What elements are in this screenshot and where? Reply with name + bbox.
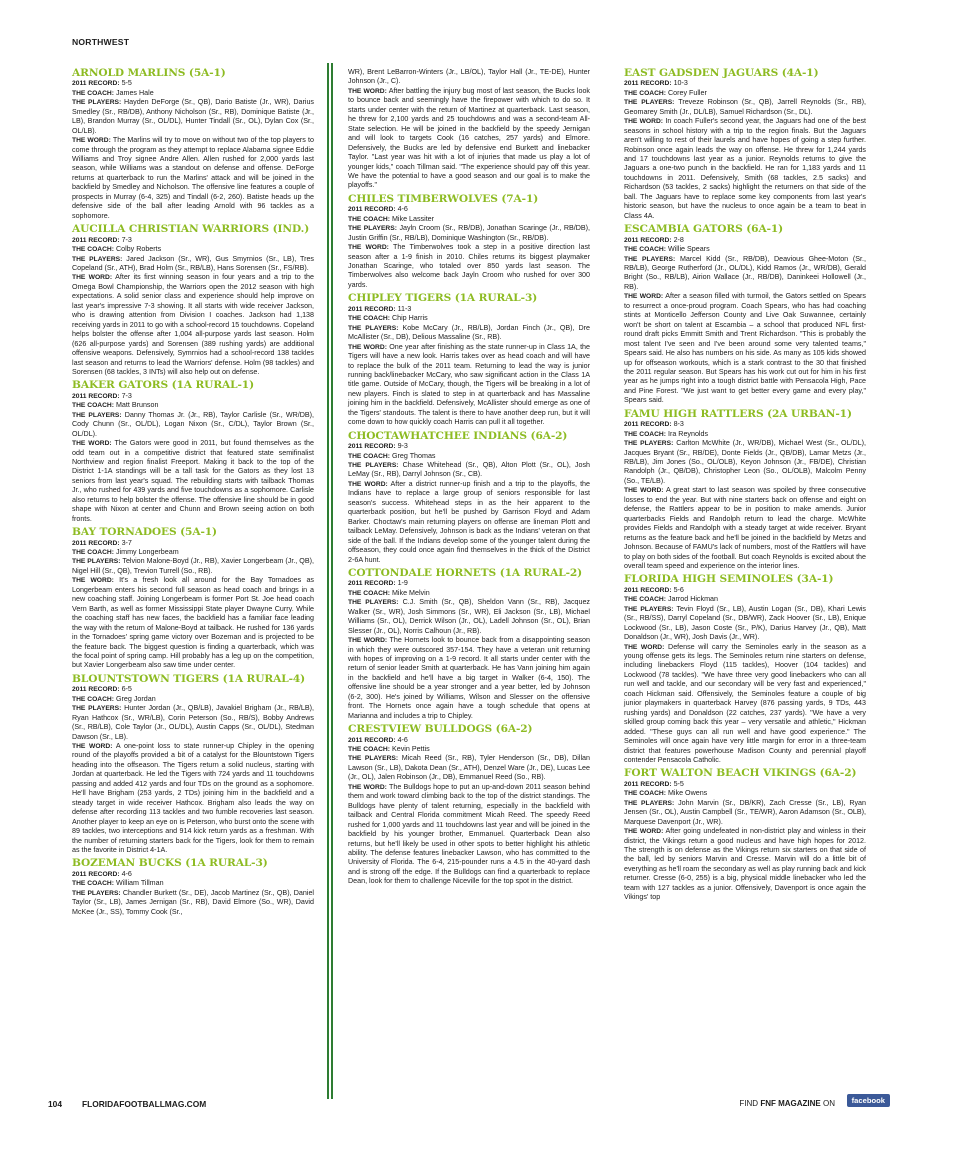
team-entry <box>624 574 866 765</box>
record-value: 7-3 <box>121 235 132 244</box>
word-label: THE WORD: <box>624 828 664 836</box>
word-label: THE WORD: <box>348 244 389 252</box>
record-line <box>72 539 314 548</box>
coach-label: THE COACH: <box>348 315 390 323</box>
team-name: CHIPLEY TIGERS (1A RURAL-3) <box>348 292 538 305</box>
record-value: 4-6 <box>397 205 408 214</box>
players-line <box>348 324 590 343</box>
players-line <box>72 411 314 439</box>
word-line <box>348 343 590 428</box>
players-value: Chandler Burkett (Sr., DE), Jacob Martinez (Sr., QB), Daniel Taylor (Sr., LB), James Jernigan (Sr., RB), David Elmore (So., WR), David McKee (Jr., SS), Tommy Cook (Sr., <box>72 888 315 916</box>
coach-line <box>72 548 314 557</box>
word-line <box>72 136 314 221</box>
players-line <box>348 754 590 782</box>
coach-line <box>348 745 590 754</box>
coach-value: Greg Thomas <box>391 451 436 460</box>
players-line <box>72 557 314 576</box>
word-label: THE WORD: <box>72 274 113 282</box>
word-label: THE WORD: <box>72 137 111 145</box>
record-label: 2011 RECORD: <box>624 586 672 594</box>
team-name: ARNOLD MARLINS (5A-1) <box>72 67 226 79</box>
column-2 <box>348 68 590 889</box>
word-value: The Gators were good in 2011, but found themselves as the odd team out in a competitive district that featured state semifinalist Northview and region finalist Freeport. Making it back to the top of the District 1-1A standings will be a tall task for the Gators as they lost 13 seniors from last year's squad. The rebuilding starts with tailback Thomas Jr., who rushed for 439 yards and five touchdowns as a sophomore. Carlisle also returns to help bolster the offense. The offensive line should be in good shape with Nixon at center and Chunn and Brown seeing action on both fronts. <box>72 439 314 523</box>
word-line <box>624 827 866 903</box>
record-label: 2011 RECORD: <box>72 392 120 400</box>
players-line <box>348 224 590 243</box>
coach-value: Willie Spears <box>667 245 710 254</box>
players-line <box>72 704 314 742</box>
team-name: ESCAMBIA GATORS (6A-1) <box>624 223 784 236</box>
coach-line <box>624 245 866 254</box>
coach-label: THE COACH: <box>348 589 390 597</box>
team-entry <box>72 68 314 221</box>
players-value: Chase Whitehead (Sr., QB), Alton Plott (Sr., OL), Josh LeMay (Sr., RB), Darryl Johnson (Sr., CB). <box>348 460 590 479</box>
word-label: THE WORD: <box>624 293 664 301</box>
team-entry <box>72 380 314 524</box>
record-value: 6-5 <box>121 685 132 694</box>
team-name: FORT WALTON BEACH VIKINGS (6A-2) <box>624 767 857 780</box>
record-label: 2011 RECORD: <box>348 206 396 214</box>
team-entry <box>348 431 590 565</box>
word-line <box>624 292 866 405</box>
coach-value: William Tillman <box>115 879 164 888</box>
coach-value: Greg Jordan <box>115 694 156 703</box>
players-value: Jayln Croom (Sr., RB/DB), Jonathan Scaringe (Jr., RB/DB), Justin Griffin (Sr., RB/LB), Dominique Washington (Sr., RB/DB). <box>348 224 590 242</box>
record-label: 2011 RECORD: <box>348 305 396 313</box>
coach-line <box>624 89 866 98</box>
coach-value: Matt Brunson <box>115 401 159 410</box>
players-line <box>624 439 866 486</box>
coach-line <box>624 595 866 604</box>
word-label: THE WORD: <box>348 343 387 351</box>
players-line <box>348 598 590 636</box>
coach-value: Corey Fuller <box>667 88 707 97</box>
word-value: A great start to last season was spoiled by three consecutive losses to end the year. But with nine starters back on offense and eight on defense, the Rattlers appear to be in position to make amends. Junior quarterbacks Fields and Randolph return to lead the charge. McWhite provides Fields and Randolph with a steady target at wide receiver. Bryant returns as the feature back and he'll be joined in the backfield by Metzs and Johnson. Because of FAMU's lack of numbers, most of the Rattlers will have to play on both sides of the football. But coach Reynolds is excited about the overall team speed and experience on the interior lines. <box>624 486 866 570</box>
players-value: Jared Jackson (Sr., WR), Gus Smyrnios (Sr., LB), Tres Copeland (Sr., ATH), Brad Holm (Sr., RB/LB), Hans Sorensen (Sr., FS/RB). <box>72 254 314 272</box>
team-entry <box>72 858 314 917</box>
coach-label: THE COACH: <box>72 695 114 703</box>
coach-line <box>348 452 590 461</box>
word-label: THE WORD: <box>348 480 388 488</box>
players-label: THE PLAYERS: <box>348 755 399 763</box>
record-label: 2011 RECORD: <box>624 421 672 429</box>
players-line <box>72 255 314 274</box>
column-divider <box>327 63 329 1099</box>
players-value: John Marvin (Sr., DB/KR), Zach Cresse (Sr., LB), Ryan Jensen (Sr., OL), Austin Campbell (Sr., TE/WR), Aaron Adamson (Sr., OLB), Marquese Davenport (Jr., WR). <box>624 798 866 826</box>
players-label: THE PLAYERS: <box>72 889 121 897</box>
team-entry <box>348 568 590 721</box>
word-value: After its first winning season in four years and a trip to the Omega Bowl Championship, the Warriors open the 2012 season with high expectations. A solid senior class and experience should help improve on last year's impressive 7-3 showing. It all starts with wide receiver Jackson, who is drawing attention from Division I coaches. Jackson had 1,138 receiving yards in 2011 to go with a school-record 15 touchdowns. Copeland helps bolster the offense after 1,004 all-purpose yards last season. Holm (626 all-purpose yards) and Sorensen (389 rushing yards) are additional offensive weapons. Defensively, Symrnios had a school-record 138 tackles last season and returns to lead the Warriors' defense. Holm (98 tackles) and Sorensen (68 tackles, 3 INTs) will also help out on defense. <box>72 273 315 376</box>
team-name: AUCILLA CHRISTIAN WARRIORS (IND.) <box>72 223 310 236</box>
players-label: THE PLAYERS: <box>72 705 122 713</box>
coach-line <box>348 589 590 598</box>
word-value: Defense will carry the Seminoles early in the season as a young offense gets its legs. The Seminoles return nine starters on defense, including linebackers Floyd (115 tackles), Hoover (104 tackles) and Lockwood (78 tackles). "We have three very good linebackers who can all run well and tackle, and our secondary will be very fast and experienced," coach Hickman said. Offensively, the Seminoles feature a couple of big junior playmakers in quarterback Harvey (876 passing yards, 9 TDs, 443 rushing yards) and Donaldson (22 catches, 237 yards). "We have a very skilled group coming back this year – very versatile and athletic," Hickman added. "These guys can all run well and have good experience." The Seminoles will once again have very little margin for error in a three-team district that features powerhouse Madison County and perennial playoff contender Pensacola Catholic. <box>624 642 866 764</box>
coach-label: THE COACH: <box>72 880 114 888</box>
coach-label: THE COACH: <box>72 402 114 410</box>
team-entry <box>348 293 590 427</box>
coach-value: Mike Owens <box>667 789 708 798</box>
word-line <box>348 87 590 191</box>
players-label: THE PLAYERS: <box>348 461 399 469</box>
find-pre: FIND <box>739 1099 759 1108</box>
team-entry <box>348 68 590 191</box>
word-line <box>624 117 866 221</box>
coach-label: THE COACH: <box>72 549 114 557</box>
record-line <box>72 685 314 694</box>
word-label: THE WORD: <box>72 577 114 585</box>
record-value: 1-9 <box>397 579 408 588</box>
team-name: FAMU HIGH RATTLERS (2A URBAN-1) <box>624 407 852 420</box>
team-name: COTTONDALE HORNETS (1A RURAL-2) <box>348 566 583 579</box>
players-value: Marcel Kidd (Sr., RB/DB), Deavious Ghee-Moton (Sr., RB/LB), George Rutherford (Jr., OL/DL), Kidd Ramos (Jr., WR/DB), Gerald Bright (So., RB/LB), Airion Wallace (Jr., RB/DB), Daninkeei Hollowell (Jr., RB). <box>624 254 866 291</box>
record-line <box>348 736 590 745</box>
team-entry <box>624 768 866 902</box>
team-entry <box>348 724 590 887</box>
word-label: THE WORD: <box>72 440 112 448</box>
team-entry <box>624 68 866 221</box>
players-value: Hayden DeForge (Sr., QB), Dario Batiste (Jr., WR), Darius Smedley (Sr., RB/DB), Anthony Nicholson (Sr., RB), Dominique Batiste (Jr., LB), Brandon Murray (Sr., OL/DL), Hunter Tindall (Sr., OL), Dylan Cox (Sr., OL/LB). <box>72 98 314 135</box>
team-name: BAKER GATORS (1A RURAL-1) <box>72 379 254 392</box>
word-line <box>72 439 314 524</box>
record-line <box>624 79 866 88</box>
team-name: CRESTVIEW BULLDOGS (6A-2) <box>348 723 533 736</box>
coach-value: Ira Reynolds <box>667 429 709 438</box>
players-label: THE PLAYERS: <box>72 255 123 263</box>
players-value: Treveze Robinson (Sr., QB), Jarrell Reynolds (Sr., RB), Geomarey Smith (Jr., DL/LB), Samuel Richardson (Sr., DL). <box>624 98 866 116</box>
word-value: In coach Fuller's second year, the Jaguars had one of the best seasons in school history with a trip to the region finals. But the Jaguars aren't willing to rest of their laurels and have hopes of going a step further. Robinson once again leads the way on offense. He threw for 1,244 yards and 17 touchdowns last year as a junior. Reynolds returns to give the Jaguars a one-two punch in the backfield. He ran for 1,183 yards and 11 touchdowns in 2011. Defensively, Smith (68 tackles, 2.5 sacks) and Richardson (53 tackles, 2 sacks) highlight the returners on that side of the ball. The Jaguars have to replace some key components from last year's historic season, but have the nucleus to once again be a team to beat in Class 4A. <box>624 117 867 220</box>
coach-label: THE COACH: <box>624 596 666 604</box>
record-line <box>72 870 314 879</box>
coach-value: Jimmy Longerbeam <box>115 548 179 557</box>
team-name: CHILES TIMBERWOLVES (7A-1) <box>348 192 539 205</box>
record-value: 3-7 <box>121 538 132 547</box>
team-name: EAST GADSDEN JAGUARS (4A-1) <box>624 67 819 79</box>
players-value: Tevin Floyd (Sr., LB), Austin Logan (Sr., DB), Khari Lewis (Sr., RB/SS), Darryl Copeland (Sr., DB/WR), Zack Hoover (Sr., LB), Enique Lockwood (Sr., LB), Jason Coste (Sr., P/K), Darius Harvey (Jr., QB), Matt Donaldson (Jr., WR), Josh Davis (Jr., WR). <box>624 604 867 642</box>
magazine-name: FNF MAGAZINE <box>760 1099 821 1108</box>
record-line <box>72 79 314 88</box>
players-line <box>624 605 866 643</box>
word-label: THE WORD: <box>624 118 663 126</box>
record-value: 4-6 <box>121 869 132 878</box>
record-label: 2011 RECORD: <box>624 236 672 244</box>
record-label: 2011 RECORD: <box>624 780 672 788</box>
team-entry <box>624 224 866 406</box>
record-value: 5-6 <box>673 585 684 594</box>
coach-label: THE COACH: <box>624 246 666 254</box>
record-line <box>624 586 866 595</box>
players-line <box>348 461 590 480</box>
continued-text: WR), Brent LeBarron-Winters (Jr., LB/OL), Taylor Hall (Jr., TE-DE), Hunter Johnson (Jr., C). <box>348 68 590 86</box>
coach-label: THE COACH: <box>348 452 390 460</box>
players-label: THE PLAYERS: <box>72 558 121 566</box>
coach-label: THE COACH: <box>348 215 390 223</box>
players-label: THE PLAYERS: <box>624 255 676 263</box>
word-value: The Marlins will try to move on without two of the top players to come through the program as they attempt to replace Alabama signee Eddie Williams and Troy signee Andre Allen. Allen rushed for 2,000 yards last season, while Williams was a standout on defense and offense. DeForge returns at quarterback to run the Marlins' attack and will be joined in the backfield by Smedley and Nicholson. The offensive line features a couple of prospects in Murray (6-4, 325) and Tindall (6-2, 260). Batiste heads up the defensive side of the ball after leading Arnold with 96 tackles as a sophomore. <box>72 136 314 220</box>
team-entry <box>624 409 866 572</box>
players-label: THE PLAYERS: <box>348 324 399 332</box>
players-line <box>624 799 866 827</box>
word-line <box>72 576 314 671</box>
coach-line <box>348 215 590 224</box>
team-entry <box>72 224 314 377</box>
column-1 <box>72 68 314 919</box>
coach-value: Chip Harris <box>391 314 428 323</box>
coach-line <box>72 401 314 410</box>
record-value: 10-3 <box>673 79 688 88</box>
coach-value: Kevin Pettis <box>391 745 430 754</box>
word-value: The Timberwolves took a step in a positive direction last season after a 1-9 finish in 2010. Chiles returns its biggest playmaker Jonathan Scaringe, who totaled over 850 yards last season. The Timberwolves also welcome back Jayln Croom who rushed for over 300 yards. <box>348 243 590 289</box>
coach-line <box>624 789 866 798</box>
players-value: Danny Thomas Jr. (Jr., RB), Taylor Carlisle (Sr., WR/DB), Cody Chunn (Sr., OL/DL), Logan Nixon (Sr., C/DL), Taylor Brown (Sr., OL/DL). <box>72 410 315 438</box>
word-value: After a season filled with turmoil, the Gators settled on Spears to resurrect a once-proud program. Coach Spears, who has had coaching stints at Monticello Jefferson County and Live Oak Suwannee, certainly won't be short on talent at Escambia – a school that produced NFL first-round draft picks Emmitt Smith and Trent Richardson. "This is probably the most talent I've seen and I've been around some very talented teams," Spears said. He also has numbers on his side. As many as 105 kids showed up for offseason workouts, which is a stark contrast to the 30 that finished the 2011 regular season. But Spears has his work cut out for him in his first year as he jumps right into a tough district battle with Pensacola High, Pace and Pine Forest. "We just want to get better every game and every play," Spears said. <box>624 292 866 405</box>
record-label: 2011 RECORD: <box>624 80 672 88</box>
record-value: 5-5 <box>121 79 132 88</box>
record-value: 8-3 <box>673 420 684 429</box>
word-line <box>348 636 590 721</box>
coach-line <box>624 430 866 439</box>
word-value: After going undefeated in non-district play and winless in their district, the Vikings return a good nucleus and have high hopes for 2012. The strength is on defense as the Vikings return six starters on that side of the ball, led by seniors Marvin and Cresse. Marvin will do a little bit of everything as he'll roam the secondary as well as play running back and kick returner. Cresse (6-0, 255) is a big, physical middle linebacker who led the team with 127 tackles as a junior. Offensively, Davenport is once again the Vikings' top <box>624 827 866 902</box>
word-label: THE WORD: <box>348 637 388 645</box>
team-name: CHOCTAWHATCHEE INDIANS (6A-2) <box>348 429 568 442</box>
players-line <box>624 255 866 293</box>
players-label: THE PLAYERS: <box>348 599 399 607</box>
record-value: 9-3 <box>397 442 408 451</box>
site-url[interactable]: FLORIDAFOOTBALLMAG.COM <box>82 1099 207 1109</box>
players-label: THE PLAYERS: <box>72 411 122 419</box>
word-value: It's a fresh look all around for the Bay Tornadoes as Longerbeam enters his second full season as head coach and brings in a new coaching staff. Joining Longerbeam is former Port St. Joe head coach Vern Barth, as well as former Mississippi State player Dwayne Curry. While the coaching staff has new faces, the backfield has a familiar face leading the way with the return of Malone-Boyd at tailback. He rushed for 136 yards in the Tornadoes' spring game victory over Bozeman and is projected to be the feature back. The biggest question is finding a quarterback, which was the focal point of spring camp. Hill probably has a leg up on the competition, but Xavier Longerbeam also saw time under center. <box>72 576 314 670</box>
record-line <box>348 305 590 314</box>
record-label: 2011 RECORD: <box>348 736 396 744</box>
word-value: The Bulldogs hope to put an up-and-down 2011 season behind them and work toward climbing back to the top of the district standings. The Bulldogs have plenty of talent returning, especially in the backfield with tailback and Central Florida commitment Micah Reed. The speedy Reed rushed for 1,000 yards and 11 touchdowns last year and will be joined in the backfield by his younger brother, Emmanuel. Quarterback Dean also returns, but he'll likely be used in other spots to better highlight his athletic ability. The defense features linebacker Lawson, who has committed to the University of Florida. The 6-4, 215-pounder runs a 4.5 in the 40-yard dash and is strong off the edge. If the Bulldogs can find a quarterback to replace Dean, look for them to challenge Niceville for the top spot in the district. <box>348 782 590 886</box>
coach-line <box>72 695 314 704</box>
word-value: After a district runner-up finish and a trip to the playoffs, the Indians have to replace a large group of seniors responsible for last season's success. Whitehead steps in as the heir apparent to the quarterback position, but he'll be pushed by Garrison Floyd and Adam Barker. Choctaw's main returning players on offense are lineman Plott and tailback LeMay. Defensively, Johnson is back as the Indians' veteran on that side of the ball. If the Indians develop some of the younger talent during the offseason, they could once again find themselves in the thick of the District 2-6A hunt. <box>348 479 591 564</box>
coach-value: James Hale <box>115 88 154 97</box>
section-label: NORTHWEST <box>72 37 130 47</box>
players-line <box>624 98 866 117</box>
record-label: 2011 RECORD: <box>72 870 120 878</box>
coach-label: THE COACH: <box>348 746 390 754</box>
players-value: Carlton McWhite (Jr., WR/DB), Michael West (Sr., OL/DL), Jacques Bryant (Sr., RB/DE), Donte Fields (Jr., QB/DB), Lamar Metzs (Jr., RB/LB), Jim Jones (So., OL/OLB), Keyon Johnson (Jr., FB/DE), Christian Randolph (Jr., QB/DB), Christopher Leon (So., OL/OLB), Malcolm Penny (So., TE/LB). <box>624 439 866 485</box>
page-number: 104 <box>48 1099 62 1109</box>
record-line <box>72 392 314 401</box>
players-label: THE PLAYERS: <box>348 225 397 233</box>
find-us-text <box>739 1099 835 1108</box>
record-value: 2-8 <box>673 235 684 244</box>
players-label: THE PLAYERS: <box>72 99 122 107</box>
players-label: THE PLAYERS: <box>624 440 674 448</box>
coach-value: Mike Lassiter <box>391 214 435 223</box>
team-name: BLOUNTSTOWN TIGERS (1A RURAL-4) <box>72 672 306 685</box>
players-line <box>72 98 314 136</box>
players-value: Kobe McCary (Jr., RB/LB), Jordan Finch (Jr., QB), Dre McAllister (Sr., DB), Delious Massaline (Sr., RB). <box>348 323 590 342</box>
record-line <box>624 420 866 429</box>
word-line <box>72 742 314 855</box>
players-value: Telvion Malone-Boyd (Jr., RB), Xavier Longerbeam (Jr., QB), Nigel Hill (Sr., QB), Trevion Turrell (So., RB). <box>72 557 314 575</box>
record-line <box>348 205 590 214</box>
team-name: BAY TORNADOES (5A-1) <box>72 526 217 539</box>
record-label: 2011 RECORD: <box>72 539 120 547</box>
record-value: 11-3 <box>397 304 412 313</box>
find-post: ON <box>823 1099 835 1108</box>
record-value: 7-3 <box>121 391 132 400</box>
coach-value: Jarrod Hickman <box>667 595 718 604</box>
coach-line <box>72 245 314 254</box>
word-line <box>72 273 314 377</box>
record-label: 2011 RECORD: <box>72 236 120 244</box>
record-line <box>72 236 314 245</box>
word-value: After battling the injury bug most of last season, the Bucks look to bounce back and seemingly have the firepower with which to do so. It starts under center with the return of Martinez at quarterback. Last season, he threw for 2,100 yards and 25 touchdowns and was a second-team All-State selection. He will be joined in the backfield by the speedy Jernigan and will look to targets Cook (16 catches, 257 yards) and Elmore. Defensively, the Bucks are led by defensive end Burkett and linebacker Taylor. "Last year was hit with a lot of injuries that made us play a lot of younger kids," coach Tillman said. "The experience should pay off this year. We have the potential to have a good season and our goal is to make the playoffs." <box>348 86 591 190</box>
record-line <box>624 780 866 789</box>
coach-line <box>72 879 314 888</box>
word-value: The Hornets look to bounce back from a disappointing season in which they were outscored 357-154. They have a veteran unit returning with hopes of improving on a 1-9 record. It all starts under center with the return of senior leader Smith at quarterback. He has Vann joining him again in the backfield and he'll have a big target in Walker (6-4, 150). The offensive line should be a year stronger and a year better, led by Johnson (6-2, 300). He's joined by Williams, Wilson and Slesser on the offensive front. The Hornets once again have a tough schedule that opens at Marianna and includes a trip to Chipley. <box>348 636 590 720</box>
word-label: THE WORD: <box>624 643 665 651</box>
column-3 <box>624 68 866 905</box>
word-label: THE WORD: <box>624 487 664 495</box>
record-line <box>348 442 590 451</box>
word-label: THE WORD: <box>348 87 387 95</box>
team-entry <box>72 674 314 856</box>
record-value: 5-5 <box>673 779 684 788</box>
record-label: 2011 RECORD: <box>348 580 396 588</box>
team-entry <box>72 527 314 671</box>
team-name: FLORIDA HIGH SEMINOLES (3A-1) <box>624 573 834 586</box>
coach-label: THE COACH: <box>624 790 666 798</box>
record-label: 2011 RECORD: <box>72 80 120 88</box>
players-value: Hunter Jordan (Jr., QB/LB), Javakiel Brigham (Jr., RB/LB), Ryan Hathcox (Sr., WR/LB), Corin Peterson (So., RB/S), Bobby Andrews (Sr., RB/LB), Cole Taylor (Jr., OL/DL), Austin Capps (Sr., OL/DL), Stedman Dawson (Sr., LB). <box>72 704 315 741</box>
coach-label: THE COACH: <box>624 89 666 97</box>
players-label: THE PLAYERS: <box>624 605 674 613</box>
record-line <box>348 579 590 588</box>
coach-line <box>348 314 590 323</box>
column-divider <box>331 63 333 1099</box>
record-value: 4-6 <box>397 735 408 744</box>
word-line <box>624 486 866 571</box>
team-entry <box>348 194 590 290</box>
word-line <box>348 783 590 887</box>
record-label: 2011 RECORD: <box>348 443 396 451</box>
players-line <box>72 889 314 917</box>
coach-value: Mike Melvin <box>391 588 430 597</box>
coach-label: THE COACH: <box>624 430 666 438</box>
record-label: 2011 RECORD: <box>72 686 120 694</box>
coach-value: Colby Roberts <box>115 245 162 254</box>
coach-label: THE COACH: <box>72 246 114 254</box>
coach-label: THE COACH: <box>72 89 114 97</box>
players-label: THE PLAYERS: <box>624 99 675 107</box>
word-line <box>624 643 866 766</box>
players-value: C.J. Smith (Sr., QB), Sheldon Vann (Sr., RB), Jacquez Walker (Sr., WR), Josh Simmons (Sr., WR), Eli Jackson (Sr., LB), Michael Williams (Sr., OL), Derrick Wilson (Jr., OL), Ladell Johnson (Sr., OL), Brian Slesser (Jr., OL), Norris Calhoun (Jr., RB). <box>348 598 590 635</box>
players-value: Micah Reed (Sr., RB), Tyler Henderson (Sr., DB), Dillan Lawson (Sr., LB), Dakota Dean (Sr., ATH), Denzel Ware (Jr., DE), Lucas Lee (Jr., OL), Jalen Robinson (Jr., DB), Emmanuel Reed (So., RB). <box>348 754 590 782</box>
coach-line <box>72 89 314 98</box>
facebook-logo[interactable]: facebook <box>847 1094 890 1107</box>
word-label: THE WORD: <box>72 743 113 751</box>
word-value: One year after finishing as the state runner-up in Class 1A, the Tigers will have a new look. Harris takes over as head coach and will have to replace the bulk of the 2011 team. Returning to lead the way is junior running back/linebacker McCary, who saw significant action in the Class 1A title game. Outside of McCary, though, the Tigers will be breaking in a lot of new players. Finch is slated to step in at quarterback and has Massaline joining him in the backfield. Defensively, McAllister should emerge as one of the Tigers' standouts. The talent is there to have another deep run, but it will come down to how quickly coach Harris can pull it all together. <box>348 342 591 427</box>
word-value: A one-point loss to state runner-up Chipley in the opening round of the playoffs provided a bit of a catalyst for the Blountstown Tigers heading into the offseason. The Tigers return a solid nucleus, starting with Jordan at quarterback. He led the Tigers with 724 yards and 11 touchdowns passing and added 412 yards and four TDs on the ground as a sophomore. He'll have Brigham (253 yards, 2 TDs) joining him in the backfield and a steady target in wide receiver Hathcox. Brigham also leads the way on defense after recording 113 tackles and two fumble recoveries last season. Another player to keep an eye on is Peterson, who burst onto the scene with 89 tackles, two interceptions and 914 kick return yards as a freshman. With the number of returning starters back for the Tigers, look for them to remain as the favorite in District 4-1A. <box>72 742 314 855</box>
record-line <box>624 236 866 245</box>
word-line <box>348 480 590 565</box>
players-label: THE PLAYERS: <box>624 799 675 807</box>
word-line <box>348 243 590 290</box>
team-name: BOZEMAN BUCKS (1A RURAL-3) <box>72 857 268 870</box>
word-label: THE WORD: <box>348 783 387 791</box>
